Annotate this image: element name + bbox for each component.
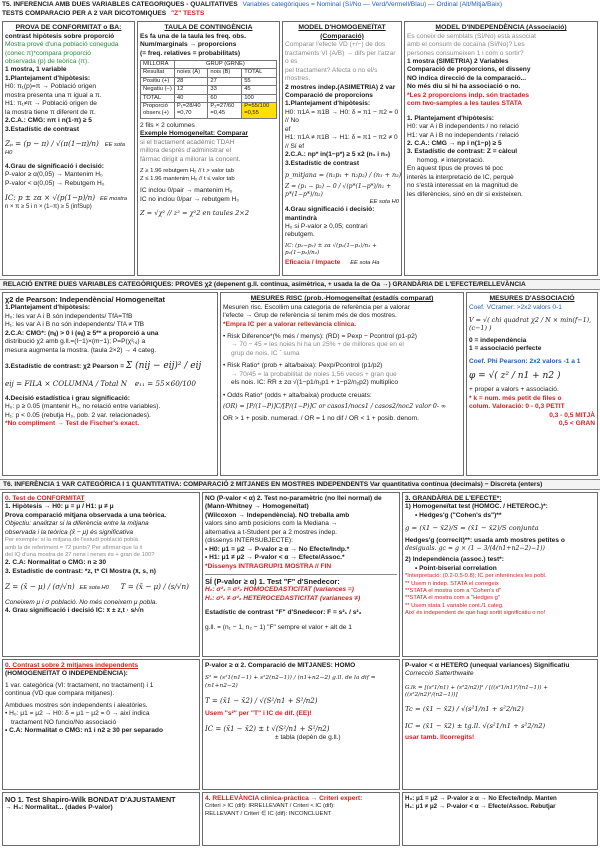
homo-line: 4.Grau significació i decisió: mantindrà <box>285 206 375 222</box>
t6-tm-line: contínua (VD que compara mitjanes). <box>5 690 115 698</box>
t6-he-heading <box>405 662 595 670</box>
t6-es-hedges: Hedges'g (correcit)**: usada amb mostres petites o <box>405 537 565 544</box>
t6-tm-line: (HOMOGENEÏTAT O INDEPENDÈNCIA): <box>5 670 128 678</box>
cont-line: fàrmac dirigit a millorar la concent. <box>140 155 241 163</box>
t6-conf-line: Prova comparació mitjana observada a una teòrica. <box>5 511 167 519</box>
assoc-line: 1 = associació perfecte <box>469 344 542 352</box>
homo-line: H₀ si P-valor ≥ 0,05; contrari rebutgem. <box>285 223 368 239</box>
homogeneitat-box <box>282 21 402 276</box>
chi-line: distribució χ2 amb g.ll.=(I−1)×(m−1); P=P(χ²ᵢ,ⱼ) a <box>5 338 146 346</box>
indep-line: NO indica direcció de la comparació... <box>407 74 527 82</box>
t6-f-h0: H₀: σ²₁ = σ²₂ HOMOCEDASTICITAT (variances =) <box>205 586 354 594</box>
chi-line: H₁: p < 0.05 (rebutja H₀, pob. 2 var. relacionades). <box>5 411 151 419</box>
table-cell: GRUP (GRNE) <box>174 61 276 69</box>
table-cell: noies (A) <box>174 69 208 77</box>
risk-or: • Odds Ratio* (odds + alta/baixa) producte creuats: <box>223 392 461 400</box>
t6-he-gl: G.lk = [(s²1/n1) + (s²2/n2)]² / [((s²1/n1)²/(n1−1)) + ((s²2/n2)²/(n2−1))] <box>405 684 548 699</box>
indep-line: amb el consum de cocaïna (Sí/No)? Les <box>407 41 525 49</box>
t6-es-hedges2: desiguals. gc = g × (1 − 3/(4(n1+n2−2)−1)) <box>405 545 545 553</box>
z-tests-tag: "Z" TESTS <box>170 10 205 17</box>
homo-line: pel tractament? Afecta o no el/s mostres. <box>285 66 378 83</box>
t6-conf-line: 3. Estadístic de contrast: *z, t* CI Mostra (x̄, s, n) <box>5 567 156 575</box>
conf-line: mostra presenta una π igual a π. <box>5 91 102 99</box>
conf-line: P-valor ≥ α(0,05) → Mantenim H₀ <box>5 171 103 179</box>
homogeneitat-heading: MODEL D'HOMOGENEÏTAT (Comparació) <box>298 24 386 40</box>
section1-subtitle <box>2 10 598 19</box>
homo-line: tractaments VI (A/B) → difs per l'atzar o es <box>285 49 396 66</box>
t6-two-means-box <box>2 659 200 790</box>
indep-line: no s'està interessat en la magnitud de <box>407 182 518 190</box>
conf-line: observada (p) de teòrica (π). <box>5 58 90 65</box>
t6-es-heading: 3. GRANDÀRIA DE L'EFECTE*: <box>405 495 502 502</box>
risk-line: Mesuren risc. Escollim una categoria de referència per a valorar <box>223 303 410 311</box>
assoc-line: 0 = independència <box>469 336 527 344</box>
conf-line: 1 mostra, 1 variable <box>5 66 67 74</box>
indep-line: Comparació de proporcions, el disseny <box>407 66 531 74</box>
homo-line: 3.Estadístic de contrast <box>285 159 360 167</box>
homo-line: 2.C.A.: np* in(1−p*) ≥ 5 x2 (n₁ i n₂) <box>285 151 391 159</box>
risk-or-formula: (OR) = [P/(1−P)]C/[P/(1−P)]C or casos1/nocs1 / casos2/noc2 valor 0- ∞ <box>223 403 447 411</box>
risk-or-3: OR > 1 + posib. numerad. / OR = 1 no dif / OR < 1 + posib. denom. <box>223 415 419 422</box>
t6-conf-t: T = (x̄ − μ) / (s/√n) <box>120 582 189 592</box>
table-cell: 55 <box>242 77 277 85</box>
t6-rel-line: Criteri > IC (dif): IRRELLEVANT / Criteri < IC (dif): <box>205 803 335 810</box>
table-cell: 33 <box>208 86 242 94</box>
chi-line: 4.Decisió estadística i grau significació: <box>5 395 130 403</box>
chi-line: H₀: les var A i B són independents/ TfA=TfB <box>5 312 133 320</box>
assoc-line: 0,5 < GRAN <box>558 420 595 428</box>
t6-conf-line: Coneixem μ i σ població. No més coneixem μ pobla. <box>5 598 158 606</box>
t6-f-h1: H₁: σ²₁ ≠ σ²₂ HETEROCEDASTICITAT (variances ≠) <box>205 594 361 602</box>
assoc-line: + proper a valors + associació. <box>469 386 559 394</box>
table-cell: 28 <box>174 77 208 85</box>
table-cell: 45 <box>242 86 277 94</box>
t6-np-line: alternativa a t-Student per a 2 mostres indep. <box>205 528 337 536</box>
chi-square-box <box>2 292 218 476</box>
conf-z-formula: Zₚ = (p − π) / √(π(1−π)/n) <box>5 138 99 148</box>
table-cell: TOTAL <box>242 69 277 77</box>
chi-line: 3.Estadístic de contrast: χ2 Pearson = <box>5 363 125 371</box>
indep-line: les diferències, sinó en dir si existeixen. <box>407 190 523 198</box>
conf-line: la mostra tiene π diferent de π. <box>5 108 96 116</box>
table-cell: P₁=28/40 =0,70 <box>174 103 208 119</box>
t6-he-sub: Correcció Satterthwaite <box>405 670 474 678</box>
t6-conf-line: 2. C.A: Normalitat o CMG: n ≥ 30 <box>5 559 107 567</box>
t5-title: T5. INFERÈNCIA AMB DUES VARIABLES CATEGÒRIQUES - QUALITATIVES <box>2 1 238 8</box>
t6-es-line: **STATA el mostra com a "Hedges g" <box>405 595 500 602</box>
t6-np-line: *Dissenys INTRAGRUP/1 MOSTRA // FIN <box>205 562 332 570</box>
t6-he-note: usar tamb. llcorregits! <box>405 733 475 741</box>
indep-line: 2. C.A.: CMG → np i n(1−p) ≥ 5 <box>407 139 502 147</box>
t6-conf-line: 4. Grau significació i decisió IC: x̄ ± z,t · s/√n <box>5 607 144 615</box>
chi-line: mesura augmenta la mostra. (taula 2×2) → 4 categ. <box>5 346 157 354</box>
independencia-box <box>404 21 598 276</box>
t6-rel-heading: 4. RELLEVÀNCIA clínica-pràctica → Criteri expert: <box>205 795 363 802</box>
assoc-v-formula: V = √( chi quadrat χ2 / N × min(f−1),(c−1) ) <box>469 316 592 333</box>
contingency-table <box>140 60 277 119</box>
homo-z-note: EE sota H0 <box>369 198 399 205</box>
cont-line: Z ≤ 1.96 mantenim H₀ // t ≤ valor tab <box>140 175 235 182</box>
t6-es-line: • Hedges'g ("Cohen's ds")** <box>415 511 502 519</box>
section1-title <box>2 1 598 10</box>
cont-line: (= freq. relatives = probabilitats) <box>140 49 241 57</box>
table-cell: 12 <box>174 86 208 94</box>
assoc-line: * k = num. més petit de files o <box>469 394 562 402</box>
t6-tm-line: tractament NO funcio/No associació <box>11 718 117 726</box>
indep-line: persones consumeixen 1 i com o sortir? <box>407 49 524 57</box>
table-cell: 40 <box>174 94 208 102</box>
t6-shapiro-box <box>2 792 200 846</box>
t6-conf-line: Per exemple: si la mitjana de l'estudi població poblà <box>5 537 138 544</box>
conf-line: 4.Grau de significació i decisió: <box>5 162 104 170</box>
conformitat-box <box>2 21 135 276</box>
indep-line: homog. ≠ interpretació. <box>417 156 485 164</box>
t6-tm-line: 1 var. categòrica (VI: tractament, no tractament) i 1 <box>5 681 154 689</box>
conf-line: Mostra prové d'una població coneguda <box>5 41 119 49</box>
chi-heading: χ2 de Pearson: Independència/ Homogeneïtat <box>5 295 165 304</box>
t6-conf-line: 1. Hipòtesis → H0: μ = μ / H1: μ ≠ μ <box>5 503 114 511</box>
t6-es-line: ** Usem n indep. STATA el corregeix <box>405 580 499 587</box>
table-cell: Negatiu (−) <box>141 86 175 94</box>
t6-nonparam-box <box>202 492 400 657</box>
table-cell: Resultat <box>141 69 175 77</box>
section2-title: RELACIÓ ENTRE DUES VARIABLES CATEGÒRIQUES: PROVES χ2 (depenent g.ll. contínua, asimètrica, + usada la de Oa →) GRANDÀRIA DE L'EFECTE/RELLEVÀNCIA <box>3 281 526 288</box>
assoc-line: 0,3 - 0,5 MITJÀ <box>549 411 595 419</box>
indep-line: H0: var A i B independents / no relació <box>407 123 519 131</box>
t5-subtitle: Variables categòriques = Nominal (Sí/No — Verd/Vermell/Blau) — Ordinal (Alt/Mitjà/Baix) <box>242 1 503 8</box>
t6-conf-line: del IQ d'una mostra de 27 nens i nenes és + gran de 100? <box>5 552 155 558</box>
t6-tm-line: • C.A: Normalitat o CMG: n1 i n2 ≥ 30 per separado <box>5 727 163 735</box>
risk-rd-3: grup de nois. IC ˇ suma <box>231 349 300 357</box>
cont-line: IC no inclou 0/par → rebutgem H₀ <box>140 195 240 203</box>
t6-rel-line: RELLEVANT / Criteri ∈ IC (dif): INCONCLUENT <box>205 810 332 817</box>
homo-line: Comparació de proporcions <box>285 92 373 99</box>
t6-hm-s-formula: S² = (s²1(n1−1) + s²2(n2−1)) / (n1+n2−2) g.ll. de la dif = (n1+n2−2) <box>205 675 376 689</box>
conf-ic-formula: IC: p ± zα × √(p(1−p)/n) <box>5 193 96 203</box>
table-cell: 60 <box>208 94 242 102</box>
t6-np-line: • H0: μ1 = μ2 → P-valor ≥ α → No Efecte/Indp.* <box>205 545 350 553</box>
section3-bar <box>0 479 600 490</box>
assoc-line: Coef. Phi Pearson: 2x2 valors -1 a 1 <box>469 358 581 366</box>
t6-hm-ic2: ± tabla (depèn de g.ll.) <box>275 734 341 742</box>
homo-line: H0: π1A = π1B → H0: δ = π1 − π2 = 0 // No <box>285 108 399 125</box>
homo-line: 1.Plantejament d'hipòtesis: <box>285 100 371 108</box>
risk-heading: MESURES RISC (prob.-Homogeneïtat (estadís comparat) <box>250 295 434 302</box>
assoc-line: colum. Valoració: 0 - 0,3 PETIT <box>469 403 565 411</box>
cont-line: Z ≥ 1.96 rebutgem H₀ // t > valor tab <box>140 168 234 175</box>
indep-line: interès la interpretació de IC, perquè <box>407 173 514 181</box>
t6-conf-line: Objectiu: analitzar si la diferència entre la mitjana <box>5 520 149 528</box>
conf-line: P-valor < α(0,05) → Rebutgem H₀ <box>5 179 105 187</box>
t6-sw-line: → H₀: Normalitat... (dades P-valor) <box>5 804 113 812</box>
assoc-phi-formula: φ = √( z² / n1 + n2 ) <box>469 370 561 381</box>
conf-line: H0: π₁(p)=π → Població origen <box>5 83 97 91</box>
t6-es-line: Així és independent de que hagi sortit significatiu o no! <box>405 610 546 617</box>
t6-he-tc: Tc = (x̄1 − x̄2) / √(s²1/n1 + s²2/n2) <box>405 705 524 714</box>
t6-es-g-formula: g = (x̄1 − x̄2)/S = (x̄1 − x̄2)/S conjunta <box>405 524 539 533</box>
table-cell: Proporció observ.(+) <box>141 103 175 119</box>
t6-tm-line: • H₀: μ1 = μ2 → H0: δ = μ1 − μ2 = 0 → així indica <box>5 710 150 718</box>
t6-conf-line: observada i la teòrica (x̄ − μ) és significativa <box>5 528 134 536</box>
conf-line: (conec π)*compara proporció <box>5 49 91 57</box>
homo-line: 2 mostres indep.(ASIMETRIA) 2 var <box>285 83 396 91</box>
table-cell: Positiu (+) <box>141 77 175 85</box>
risk-rr: • Risk Ratio* (prob + alta/baixa): Pexp/Pcontrol (p1/p2) <box>223 362 461 370</box>
assoc-v-note: Coef. VCramer: >2x2 valors 0-1 <box>469 303 562 311</box>
t6-np-heading: NO (P-valor < α) 2. Test no-paramètric (no llei normal) de (Mann-Whitney → Homogeneïtat) <box>205 495 382 511</box>
table-cell: P=55/100 =0,55 <box>242 103 277 119</box>
t6-tm-line: Ambdues mostres són independents i aleatòries. <box>5 701 148 709</box>
cont-line: 2 fils × 2 columnes <box>140 121 195 129</box>
t6-relevance-box <box>202 792 400 846</box>
t6-es-line: **STATA el mostra com a "Cohen's d" <box>405 588 502 595</box>
indep-line: Es coneix de semblats (Sí/No) està associat <box>407 32 536 40</box>
indep-line: 3. Estadístic de contrast: Z = càlcul <box>407 148 518 156</box>
t6-hm-note: Usem "s²" per "T" i IC de dif. (EE)! <box>205 709 312 717</box>
homo-line: ef <box>285 125 291 133</box>
conformitat-heading: PROVA DE CONFORMITAT o BA: <box>15 24 122 31</box>
t6-conf-z-note: EE sota H0 <box>79 585 109 592</box>
t6-he-ic: IC = (x̄1 − x̄2) ± tg.ll. √(s²1/n1 + s²2/n2) <box>405 721 546 730</box>
conf-line: H1: π₁≠π → Població origen de <box>5 100 97 108</box>
cont-line: Num/marginals → proporcions <box>140 41 237 49</box>
indep-line: En aquest tipus de proves té poc <box>407 165 504 173</box>
t6-es-line: • Point-biserial correlation <box>415 564 497 572</box>
t6-es-line: ** Usem stata 1 variable cont./1 categ. <box>405 602 504 609</box>
t6-effect-size-box <box>402 492 598 657</box>
table-cell: MILLORA <box>141 61 175 69</box>
chi-eij-example: e₁₁ = 55×60/100 <box>134 378 196 388</box>
homo-line: Comparar l'efecte VD (+/−) de dos <box>285 41 386 49</box>
section2-bar <box>0 279 600 290</box>
association-heading: MESURES D'ASSOCIACIÓ <box>489 295 575 302</box>
t6-conf-heading: 0. Test de CONFORMITAT <box>5 495 85 502</box>
chi-line: H₁: les var A i B no són independents/ TfA ≠ TfB <box>5 321 145 329</box>
contingencia-box <box>137 21 280 276</box>
chi-line: *No compliment → Test de Fischer's exact. <box>5 420 140 428</box>
table-cell: 27 <box>208 77 242 85</box>
indep-line: 1. Plantejament d'hipòtesis: <box>407 114 494 122</box>
t6-conf-line: amb la de referiment = 72 punts? Per afirmar que la x̄ <box>5 544 143 551</box>
risk-box <box>220 292 464 476</box>
homo-ic-formula: IC: (p₁−p₂) ± zα √(p₁(1−p₁)/n₁ + p₂(1−p₂)/n₂) <box>285 242 377 257</box>
t6-tm-heading: 0. Contrast sobre 2 mitjanes independents <box>5 662 139 669</box>
risk-rd: • Risk Diference*(% més / menys): (RD) = Pexp − Pcontrol (p1-p2) <box>223 333 461 341</box>
conf-line: 1.Plantejament d'hipòtesis: <box>5 74 91 82</box>
indep-line: No més diu si hi ha associació o no. <box>407 83 521 91</box>
conf-ic-note2: n × π ≥ 5 i n × (1−π) ≥ 5 (infSup) <box>5 203 92 210</box>
t6-f-gl: g.ll. = (n₁ − 1, n₂ − 1) "F" sempre el valor + alt de 1 <box>205 623 352 631</box>
tests-title: TESTS COMPARACIÓ PER A 2 VAR DICOTÒMIQUES <box>2 10 167 17</box>
cont-chi-formula: Z = √χ² // z² = χ²2 en taules 2×2 <box>140 209 250 217</box>
t6-hetero-box <box>402 659 598 790</box>
homo-line: H1: π1A ≠ π1B → H1: δ = π1 − π2 ≠ 0 // Sí ef <box>285 134 398 150</box>
t6-conformitat-box <box>2 492 200 657</box>
cont-line: IC inclou 0/pair → mantenim H₀ <box>140 187 233 195</box>
table-cell: 100 <box>242 94 277 102</box>
risk-rr-3: els nois. IC: RR ± zα √(1−p1/n₁p1 + 1−p2/n₂p2) multiplico <box>231 379 399 387</box>
cont-line: si el tractament acadèmic TDAH <box>140 138 235 146</box>
t6-np-line: valors sino amb posicions com la Mediana → <box>205 520 338 528</box>
homo-pm-formula: p_mitjana = (n₁p₁ + n₂p₂) / (n₁ + n₂) <box>285 170 402 179</box>
t6-dec-line: H₁: μ1 ≠ μ2 → P-valor < α → Efecte/Assoc. Rebutjar <box>405 802 556 810</box>
t6-hm-ic: IC = (x̄1 − x̄2) ± t √(S²/n1 + S²/n2) <box>205 725 330 734</box>
chi-line: 1.Plantejament d'hipòtesis: <box>5 304 91 312</box>
association-box <box>466 292 598 476</box>
t6-hm-heading: P-valor ≥ α 2. Comparació de MITJANES: HOMO <box>205 662 356 669</box>
indep-line: H1: var A i B no independents / relació <box>407 131 519 139</box>
t6-homo-means-box <box>202 659 400 790</box>
t6-f-heading: SÍ (P-valor ≥ α) 1. Test "F" d'Snedecor: <box>205 576 340 586</box>
t6-f-formula: Estadístic de contrast "F" d'Snedecor: F = s²₁ / s²₂ <box>205 609 362 617</box>
t6-es-line: 1) Homogeneïtat test (HOMOC. / HETEROC.)*: <box>405 503 548 511</box>
conf-line: 3.Estadístic de contrast <box>5 125 80 133</box>
t6-es-line: 2) Independència (assoc.) test*: <box>405 556 504 564</box>
risk-line: *Empra IC per a valorar rellevància clínica. <box>223 320 357 328</box>
t6-np-line: (dissenys INTERSUBJECTE): <box>205 537 293 545</box>
contingencia-heading: TAULA DE CONTINGÈNCIA <box>164 24 253 31</box>
homo-z-formula: Z = (p₁ − p₂) − 0 / √(p*(1−p*)/n₁ + p*(1−p*)/n₂) <box>285 183 392 199</box>
risk-rd-2: → 70 − 45 = les noies hi ha un 25% + de millores que en el <box>231 341 404 349</box>
chi-eij-formula: eij = FILA × COLUMNA / Total N <box>5 378 128 388</box>
risk-rr-2: → 70/45 = la probabilitat de noies 1,56 veces + gran que <box>231 370 397 378</box>
conf-line: 2.C.A.: CMG: nπ i n(1-π) ≥ 5 <box>5 117 92 125</box>
t6-hm-t-formula: T = (x̄1 − x̄2) / √(S²/n1 + S²/n2) <box>205 697 318 706</box>
table-cell: TOTAL <box>141 94 175 102</box>
cont-line: Es fa una de la taula les freq. obs. <box>140 32 246 40</box>
chi-line: 2.C.A: CMG*: (nᵢⱼ) > 0 i (eᵢⱼ) ≥ 5** a proporció a una <box>5 329 159 337</box>
cont-line: Exemple Homogeneïtat: Comparar <box>140 130 249 138</box>
t6-np-line: • H1: μ1 ≠ μ2 → P-valor < α → Efecte/Assoc.* <box>205 554 345 562</box>
t6-he-heading-text: P-valor < α HETERO (unequal variances) Significatiu <box>405 662 570 669</box>
independencia-heading: MODEL D'INDEPENDÈNCIA (Associació) <box>435 24 567 31</box>
t6-conf-z: Z = (x̄ − μ) / (σ/√n) <box>5 582 75 592</box>
conf-line: contrast hipòtesis sobre proporció <box>5 32 115 40</box>
homo-footer: Eficacia / Impacte <box>285 259 341 267</box>
risk-line: l'efecte → Grup de referència sí tenim més de dos mostres. <box>223 312 397 320</box>
indep-line: *Les 2 proporcions indp. són tractades <box>407 91 530 99</box>
conf-ic-note: EE mostra <box>99 196 128 203</box>
indep-line: com two-samples a les taules STATA <box>407 100 523 108</box>
t6-np-line: (Wilcoxon → Independència). NO treballa amb <box>205 511 350 519</box>
table-cell: P₂=27/60 =0,45 <box>208 103 242 119</box>
indep-line: 1 mostra (SIMETRIA) 2 Variables <box>407 58 509 65</box>
cont-line: millora després d'administrar el <box>140 147 232 155</box>
t6-decision-box <box>402 792 598 846</box>
t6-dec-line: H₀: μ1 = μ2 → P-valor ≥ α → No Efecte/Indp. Manten <box>405 795 557 802</box>
conf-z-note: EE sota H0 <box>5 141 126 157</box>
chi-line: H₀: p ≥ 0.05 (mantenir H₀, no relació entre variables). <box>5 403 161 411</box>
homo-footer-note: EE sota Ha <box>350 260 380 267</box>
section3-title: T6. INFERÈNCIA 1 VAR CATEGÒRICA I 1 QUANTITATIVA: COMPARACIÓ 2 MITJANES EN MOSTRES INDEPENDENTS Var quantitativa contínua (decimals) − Discreta (enters) <box>3 481 543 488</box>
chi-formula: Σ (nij − eij)² / eij <box>125 361 202 372</box>
t6-sw-heading: NO 1. Test Shapiro-Wilk BONDAT D'AJUSTAMENT <box>5 795 176 804</box>
table-cell: nois (B) <box>208 69 242 77</box>
t6-es-line: *Interpretació: (0.2-0.5-0.8); IC per inferències les pobl. <box>405 573 547 580</box>
